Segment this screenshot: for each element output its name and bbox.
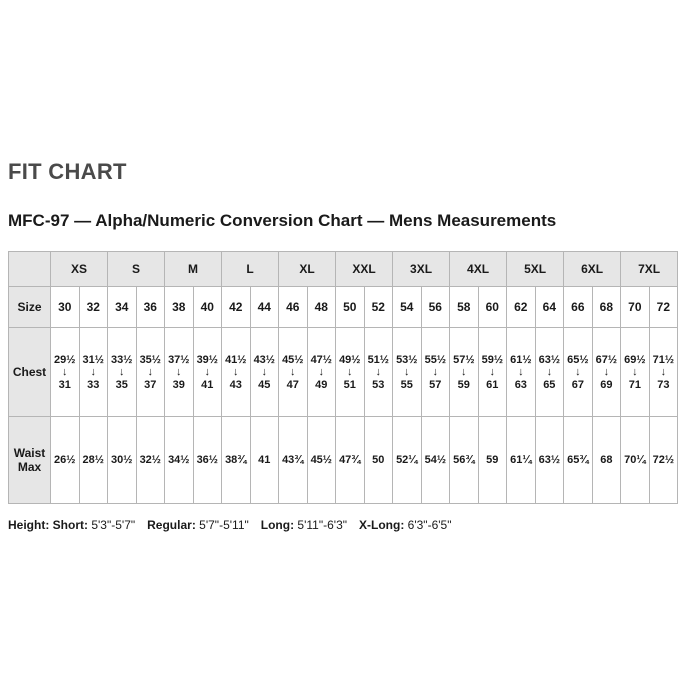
arrow-down-icon: ↓ bbox=[119, 365, 125, 378]
waist-cell: 45½ bbox=[307, 417, 336, 504]
arrow-down-icon: ↓ bbox=[518, 365, 524, 378]
arrow-down-icon: ↓ bbox=[575, 365, 581, 378]
chest-from: 61½ bbox=[510, 353, 532, 366]
chest-to: 31 bbox=[58, 378, 71, 391]
chest-cell bbox=[307, 328, 336, 417]
waist-cell: 36½ bbox=[193, 417, 222, 504]
arrow-down-icon: ↓ bbox=[404, 365, 410, 378]
chest-cell bbox=[222, 328, 251, 417]
waist-cell: 26½ bbox=[51, 417, 80, 504]
chest-from: 71½ bbox=[652, 353, 675, 366]
height-value: 5'7"-5'11" bbox=[199, 518, 249, 532]
size-cell: 52 bbox=[364, 287, 393, 328]
arrow-down-icon: ↓ bbox=[204, 365, 211, 378]
waist-cell: 68 bbox=[592, 417, 621, 504]
alpha-size-cell: 6XL bbox=[564, 252, 621, 287]
waist-label-line1: Waist bbox=[13, 446, 46, 460]
size-cell: 54 bbox=[393, 287, 422, 328]
chest-from: 29½ bbox=[54, 353, 76, 366]
size-cell: 56 bbox=[421, 287, 450, 328]
waist-cell: 34½ bbox=[165, 417, 194, 504]
size-cell: 72 bbox=[649, 287, 678, 328]
chest-to: 49 bbox=[315, 378, 328, 391]
chest-from: 33½ bbox=[111, 353, 133, 366]
chest-from: 43½ bbox=[253, 353, 275, 366]
arrow-down-icon: ↓ bbox=[318, 365, 325, 378]
size-cell: 60 bbox=[478, 287, 507, 328]
chest-from: 63½ bbox=[538, 353, 561, 366]
chest-row-label: Chest bbox=[9, 328, 51, 417]
chest-to: 35 bbox=[115, 378, 128, 391]
size-cell: 68 bbox=[592, 287, 621, 328]
waist-cell: 28½ bbox=[79, 417, 108, 504]
alpha-size-cell: L bbox=[222, 252, 279, 287]
size-cell: 46 bbox=[279, 287, 308, 328]
height-label: X-Long: bbox=[359, 518, 405, 532]
alpha-size-cell: S bbox=[108, 252, 165, 287]
chest-cell bbox=[421, 328, 450, 417]
chest-cell bbox=[592, 328, 621, 417]
alpha-size-row bbox=[9, 252, 678, 287]
arrow-down-icon: ↓ bbox=[489, 365, 496, 378]
size-cell: 40 bbox=[193, 287, 222, 328]
alpha-size-cell: 4XL bbox=[450, 252, 507, 287]
chest-from: 37½ bbox=[168, 353, 190, 366]
alpha-size-cell: M bbox=[165, 252, 222, 287]
chest-cell bbox=[478, 328, 507, 417]
alpha-size-cell: XXL bbox=[336, 252, 393, 287]
chest-cell bbox=[165, 328, 194, 417]
chest-to: 47 bbox=[286, 378, 299, 391]
chest-cell bbox=[621, 328, 650, 417]
chest-to: 51 bbox=[343, 378, 356, 391]
size-cell: 42 bbox=[222, 287, 251, 328]
arrow-down-icon: ↓ bbox=[347, 365, 353, 378]
arrow-down-icon: ↓ bbox=[546, 365, 553, 378]
height-value: 5'11"-6'3" bbox=[297, 518, 347, 532]
size-cell: 48 bbox=[307, 287, 336, 328]
waist-cell: 38¾ bbox=[222, 417, 251, 504]
chest-to: 65 bbox=[543, 378, 556, 391]
arrow-down-icon: ↓ bbox=[176, 365, 182, 378]
arrow-down-icon: ↓ bbox=[461, 365, 467, 378]
size-cell: 32 bbox=[79, 287, 108, 328]
chest-cell bbox=[535, 328, 564, 417]
size-cell: 44 bbox=[250, 287, 279, 328]
chest-row bbox=[9, 328, 678, 417]
waist-cell: 72½ bbox=[649, 417, 678, 504]
chest-to: 45 bbox=[258, 378, 271, 391]
waist-row bbox=[9, 417, 678, 504]
size-cell: 36 bbox=[136, 287, 165, 328]
alpha-size-cell: 5XL bbox=[507, 252, 564, 287]
chest-to: 67 bbox=[571, 378, 584, 391]
chest-to: 57 bbox=[429, 378, 442, 391]
chest-from: 65½ bbox=[567, 353, 589, 366]
waist-cell: 65¾ bbox=[564, 417, 593, 504]
chest-to: 69 bbox=[600, 378, 613, 391]
chest-from: 35½ bbox=[139, 353, 161, 366]
height-value: 6'3"-6'5" bbox=[407, 518, 452, 532]
arrow-down-icon: ↓ bbox=[233, 365, 239, 378]
chest-from: 55½ bbox=[424, 353, 446, 366]
chest-from: 67½ bbox=[595, 353, 618, 366]
chest-to: 33 bbox=[87, 378, 100, 391]
arrow-down-icon: ↓ bbox=[90, 365, 96, 378]
chest-to: 71 bbox=[628, 378, 641, 391]
chest-to: 73 bbox=[657, 378, 670, 391]
chest-from: 49½ bbox=[339, 353, 361, 366]
waist-cell: 32½ bbox=[136, 417, 165, 504]
chest-to: 53 bbox=[372, 378, 385, 391]
size-row-label: Size bbox=[9, 287, 51, 328]
arrow-down-icon: ↓ bbox=[432, 365, 439, 378]
alpha-size-cell: XS bbox=[51, 252, 108, 287]
chest-to: 63 bbox=[514, 378, 527, 391]
height-legend bbox=[8, 518, 463, 532]
waist-cell: 59 bbox=[478, 417, 507, 504]
fit-chart-table bbox=[8, 251, 678, 504]
waist-cell: 43¾ bbox=[279, 417, 308, 504]
chest-to: 39 bbox=[172, 378, 185, 391]
waist-cell: 41 bbox=[250, 417, 279, 504]
corner-cell bbox=[9, 252, 51, 287]
height-value: 5'3"-5'7" bbox=[91, 518, 136, 532]
chest-cell bbox=[507, 328, 536, 417]
chest-to: 43 bbox=[229, 378, 242, 391]
waist-label-line2: Max bbox=[17, 460, 42, 474]
waist-cell: 52¼ bbox=[393, 417, 422, 504]
size-cell: 62 bbox=[507, 287, 536, 328]
waist-cell: 47¾ bbox=[336, 417, 365, 504]
page-title: FIT CHART bbox=[8, 159, 127, 184]
arrow-down-icon: ↓ bbox=[290, 365, 296, 378]
chest-to: 41 bbox=[201, 378, 214, 391]
waist-cell: 54½ bbox=[421, 417, 450, 504]
chest-cell bbox=[364, 328, 393, 417]
chest-cell bbox=[193, 328, 222, 417]
chest-cell bbox=[250, 328, 279, 417]
chest-cell bbox=[108, 328, 137, 417]
arrow-down-icon: ↓ bbox=[375, 365, 382, 378]
arrow-down-icon: ↓ bbox=[261, 365, 268, 378]
chest-cell bbox=[564, 328, 593, 417]
height-label: Regular: bbox=[147, 518, 196, 532]
numeric-size-row bbox=[9, 287, 678, 328]
waist-cell: 61¼ bbox=[507, 417, 536, 504]
chest-to: 61 bbox=[486, 378, 499, 391]
chest-cell bbox=[649, 328, 678, 417]
size-cell: 34 bbox=[108, 287, 137, 328]
size-cell: 64 bbox=[535, 287, 564, 328]
height-label: Long: bbox=[260, 518, 295, 532]
alpha-size-cell: 7XL bbox=[621, 252, 678, 287]
chest-cell bbox=[51, 328, 80, 417]
chest-from: 57½ bbox=[453, 353, 475, 366]
size-cell: 38 bbox=[165, 287, 194, 328]
chest-from: 39½ bbox=[196, 353, 218, 366]
arrow-down-icon: ↓ bbox=[660, 365, 667, 378]
arrow-down-icon: ↓ bbox=[147, 365, 154, 378]
chest-from: 47½ bbox=[310, 353, 332, 366]
chest-from: 45½ bbox=[282, 353, 304, 366]
chest-cell bbox=[136, 328, 165, 417]
chest-cell bbox=[393, 328, 422, 417]
size-cell: 58 bbox=[450, 287, 479, 328]
chest-cell bbox=[450, 328, 479, 417]
chest-cell bbox=[336, 328, 365, 417]
size-cell: 30 bbox=[51, 287, 80, 328]
chest-from: 53½ bbox=[396, 353, 418, 366]
arrow-down-icon: ↓ bbox=[603, 365, 610, 378]
waist-cell: 56¾ bbox=[450, 417, 479, 504]
height-label: Height: Short: bbox=[8, 518, 88, 532]
size-cell: 70 bbox=[621, 287, 650, 328]
chest-from: 31½ bbox=[82, 353, 104, 366]
chest-to: 37 bbox=[144, 378, 157, 391]
waist-cell: 30½ bbox=[108, 417, 137, 504]
alpha-size-cell: 3XL bbox=[393, 252, 450, 287]
arrow-down-icon: ↓ bbox=[632, 365, 638, 378]
chest-from: 59½ bbox=[481, 353, 504, 366]
size-cell: 50 bbox=[336, 287, 365, 328]
waist-cell: 70¼ bbox=[621, 417, 650, 504]
chest-from: 51½ bbox=[367, 353, 389, 366]
size-cell: 66 bbox=[564, 287, 593, 328]
chest-from: 69½ bbox=[624, 353, 646, 366]
chest-to: 55 bbox=[400, 378, 413, 391]
chest-to: 59 bbox=[457, 378, 470, 391]
waist-cell: 63½ bbox=[535, 417, 564, 504]
chest-cell bbox=[279, 328, 308, 417]
chest-cell bbox=[79, 328, 108, 417]
chest-from: 41½ bbox=[225, 353, 247, 366]
chart-title: MFC-97 — Alpha/Numeric Conversion Chart — Mens Measurements bbox=[8, 211, 557, 230]
waist-row-label bbox=[9, 417, 51, 504]
waist-cell: 50 bbox=[364, 417, 393, 504]
arrow-down-icon: ↓ bbox=[62, 365, 68, 378]
alpha-size-cell: XL bbox=[279, 252, 336, 287]
